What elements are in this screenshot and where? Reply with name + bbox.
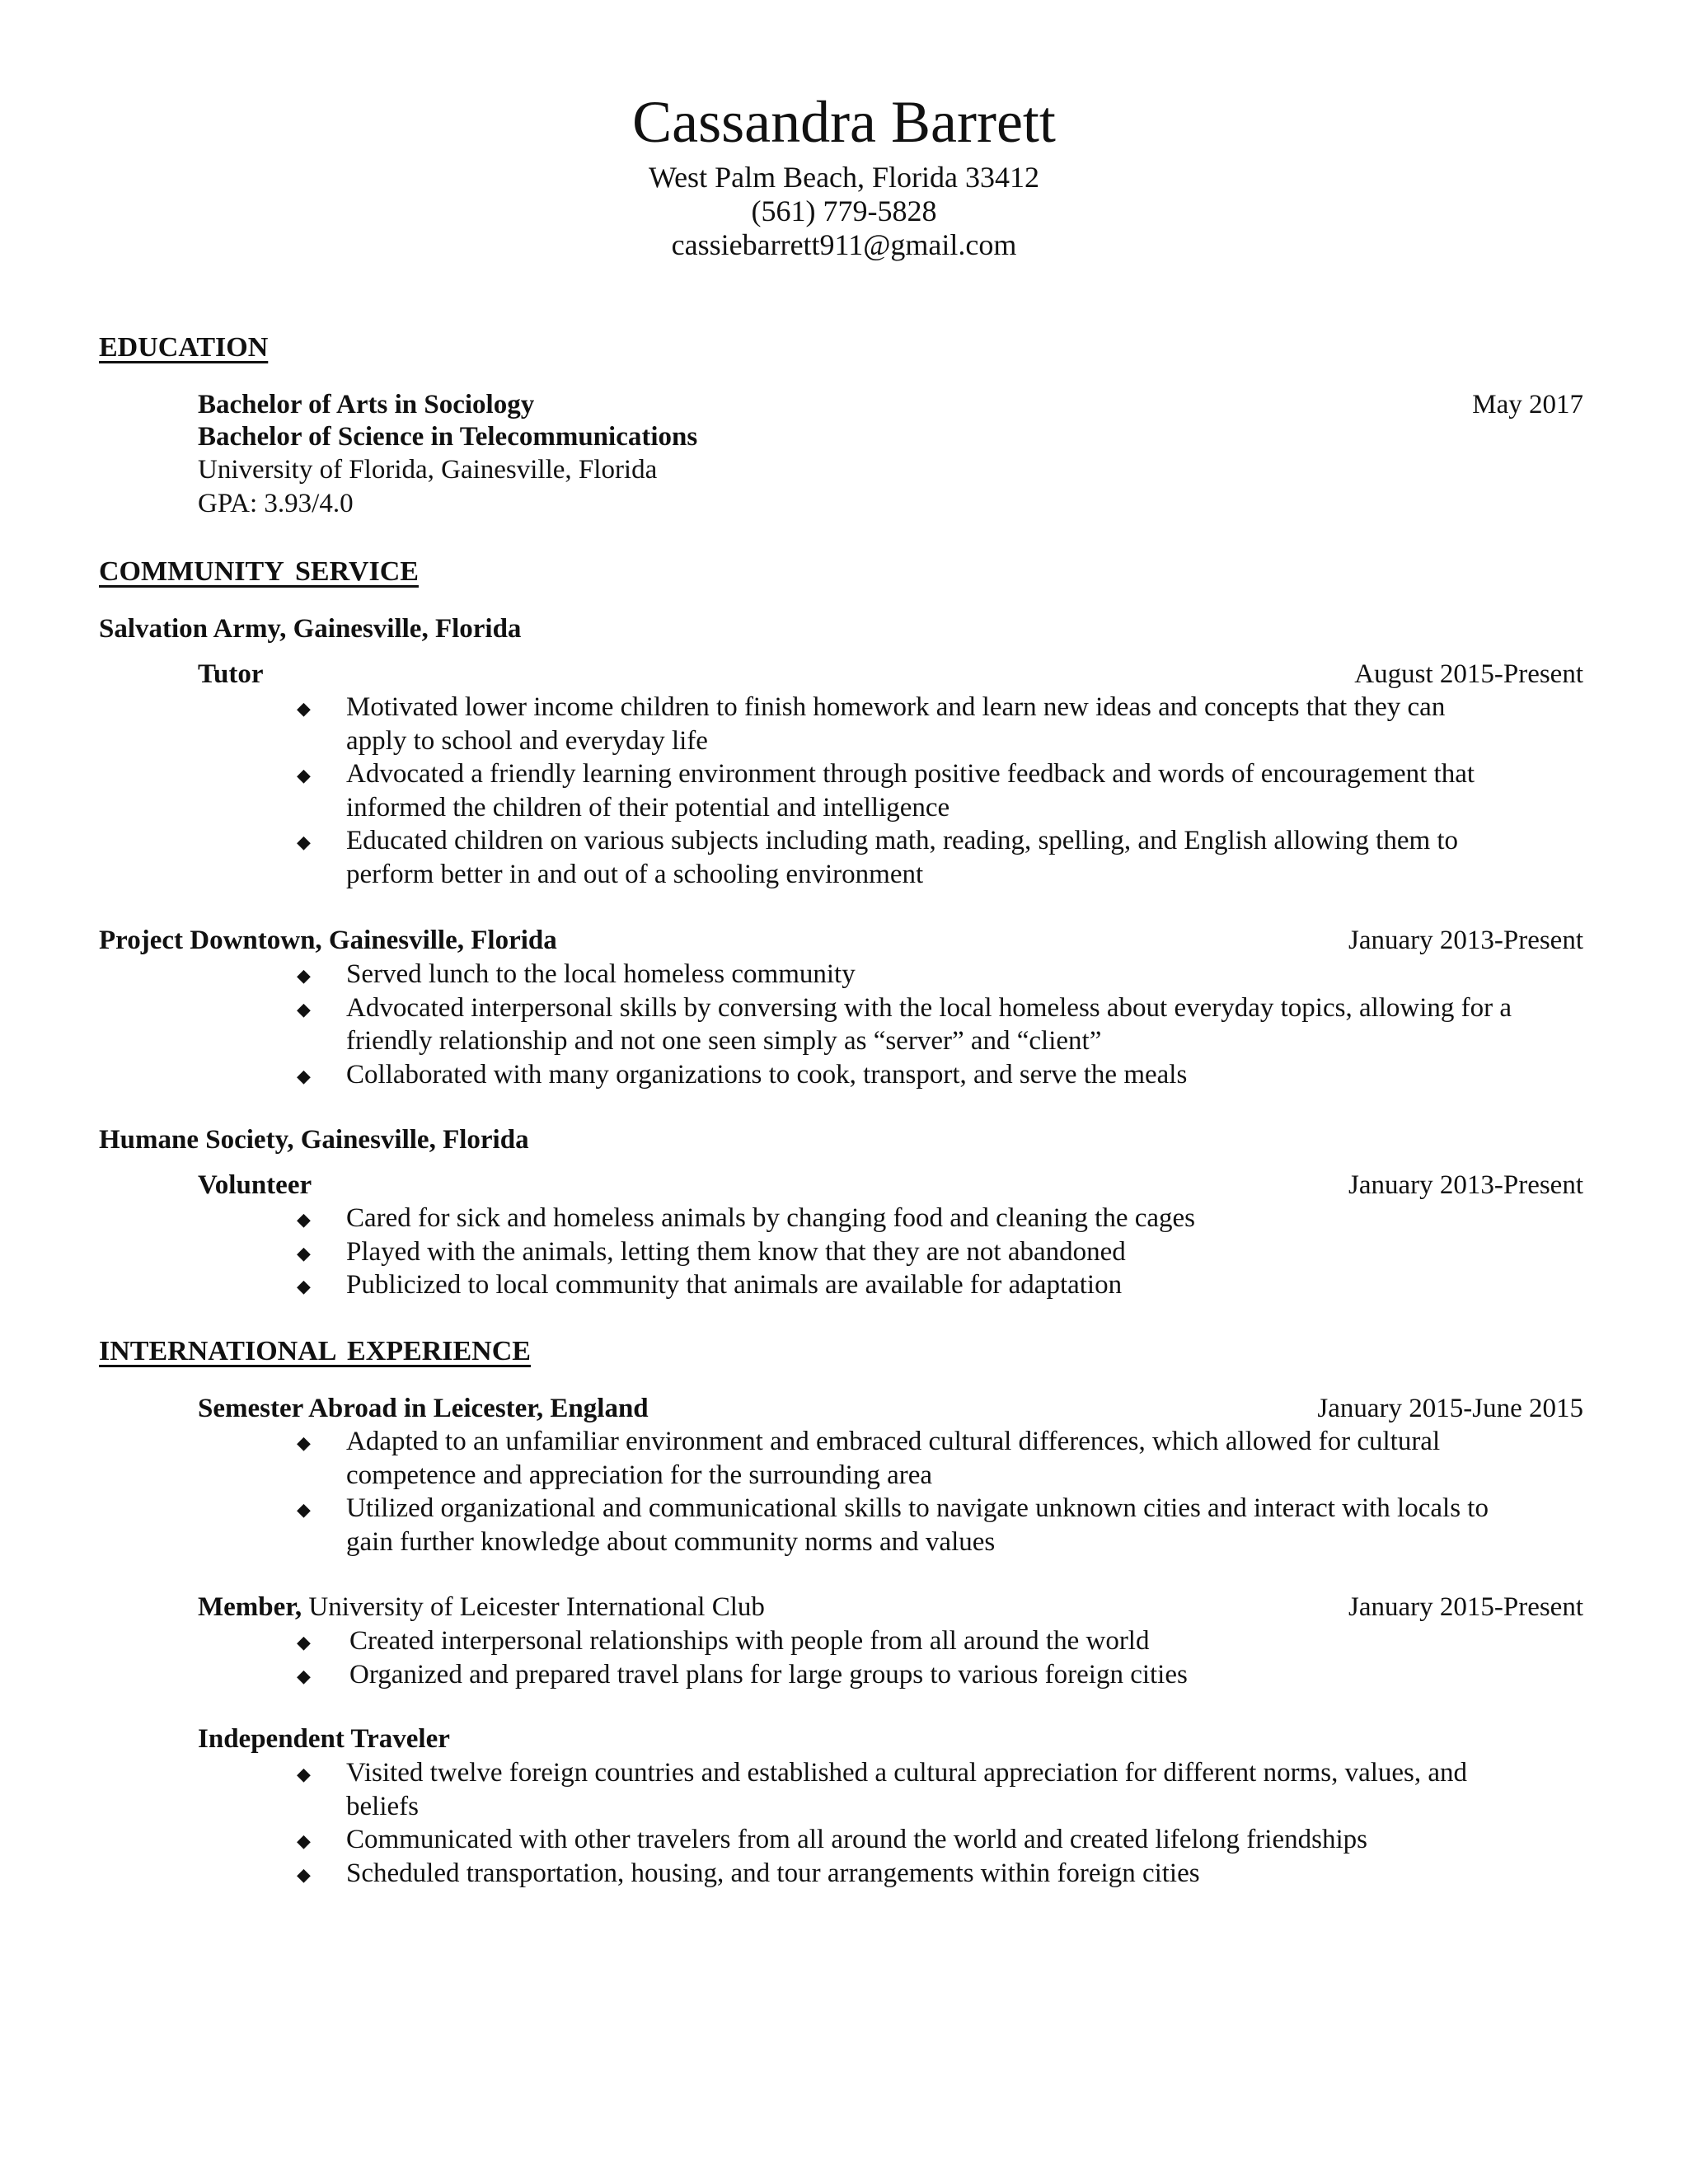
school-name: University of Florida, Gainesville, Florida xyxy=(198,455,658,485)
degree-telecommunications: Bachelor of Science in Telecommunications xyxy=(198,422,698,452)
bullet-icon: ◆ xyxy=(297,1276,311,1296)
bullet-icon: ◆ xyxy=(297,1863,311,1885)
member-org: University of Leicester International Club xyxy=(308,1592,765,1622)
bullet-icon: ◆ xyxy=(297,1432,311,1453)
bullet-text: Utilized organizational and communicational skills to navigate unknown cities and interact with locals to xyxy=(346,1493,1489,1523)
bullet-text: Communicated with other travelers from all around the world and created lifelong friendships xyxy=(346,1825,1367,1854)
bullet-text: friendly relationship and not one seen simply as “server” and “client” xyxy=(346,1026,1102,1056)
section-heading-education: EDUCATION xyxy=(99,332,269,363)
bullet-text: Collaborated with many organizations to cook, transport, and serve the meals xyxy=(346,1059,1188,1090)
org-project-downtown: Project Downtown, Gainesville, Florida xyxy=(99,926,557,955)
date-member: January 2015-Present xyxy=(1348,1592,1583,1622)
bullet-text: Created interpersonal relationships with people from all around the world xyxy=(349,1626,1150,1656)
section-heading-community-service: COMMUNITY SERVICE xyxy=(99,556,419,587)
bullet-text: Advocated a friendly learning environment through positive feedback and words of encouragement that xyxy=(346,759,1475,789)
role-tutor: Tutor xyxy=(198,659,264,689)
date-project-downtown: January 2013-Present xyxy=(1348,926,1583,955)
contact-phone: (561) 779-5828 xyxy=(751,194,937,227)
bullet-icon: ◆ xyxy=(297,1764,311,1784)
bullet-text: Advocated interpersonal skills by conversing with the local homeless about everyday topics, allowing for a xyxy=(346,992,1512,1023)
bullet-icon: ◆ xyxy=(297,832,311,852)
bullet-icon: ◆ xyxy=(297,1065,311,1086)
bullet-text: Educated children on various subjects including math, reading, spelling, and English allowing them to xyxy=(346,826,1459,855)
bullet-icon: ◆ xyxy=(297,1499,311,1520)
bullet-text: gain further knowledge about community norms and values xyxy=(346,1526,996,1557)
bullet-icon: ◆ xyxy=(297,998,311,1019)
bullet-icon: ◆ xyxy=(297,1665,311,1686)
contact-address: West Palm Beach, Florida 33412 xyxy=(648,161,1040,194)
bullet-text: competence and appreciation for the surrounding area xyxy=(346,1460,933,1490)
member-role: Member, xyxy=(198,1592,302,1622)
member-line xyxy=(198,1594,765,1621)
bullet-icon: ◆ xyxy=(297,965,311,986)
applicant-name: Cassandra Barrett xyxy=(632,89,1056,155)
education-date: May 2017 xyxy=(1472,390,1583,419)
section-heading-international-experience: INTERNATIONAL EXPERIENCE xyxy=(99,1336,531,1366)
bullet-text: informed the children of their potential and intelligence xyxy=(346,792,950,823)
gpa: GPA: 3.93/4.0 xyxy=(198,489,354,518)
bullet-text: perform better in and out of a schooling environment xyxy=(346,859,924,889)
org-humane-society: Humane Society, Gainesville, Florida xyxy=(99,1125,529,1155)
bullet-text: Organized and prepared travel plans for large groups to various foreign cities xyxy=(349,1659,1188,1690)
bullet-text: Visited twelve foreign countries and established a cultural appreciation for different norms, values, and xyxy=(346,1758,1468,1788)
bullet-text: Publicized to local community that animals are available for adaptation xyxy=(346,1270,1123,1300)
bullet-icon: ◆ xyxy=(297,698,311,719)
bullet-icon: ◆ xyxy=(297,765,311,785)
bullet-icon: ◆ xyxy=(297,1830,311,1851)
role-volunteer: Volunteer xyxy=(198,1170,312,1200)
bullet-text: Scheduled transportation, housing, and tour arrangements within foreign cities xyxy=(346,1858,1200,1888)
title-independent-traveler: Independent Traveler xyxy=(198,1724,450,1754)
bullet-text: Adapted to an unfamiliar environment and embraced cultural differences, which allowed for cultural xyxy=(346,1427,1441,1456)
bullet-text: apply to school and everyday life xyxy=(346,725,708,756)
title-semester-abroad: Semester Abroad in Leicester, England xyxy=(198,1394,649,1423)
date-semester-abroad: January 2015-June 2015 xyxy=(1317,1394,1583,1423)
bullet-text: Motivated lower income children to finish homework and learn new ideas and concepts that they can xyxy=(346,692,1446,722)
degree-sociology: Bachelor of Arts in Sociology xyxy=(198,390,535,419)
date-salvation-army: August 2015-Present xyxy=(1354,659,1583,689)
bullet-text: Played with the animals, letting them know that they are not abandoned xyxy=(346,1236,1126,1267)
bullet-text: Served lunch to the local homeless community xyxy=(346,959,856,989)
date-humane-society: January 2013-Present xyxy=(1348,1170,1583,1200)
bullet-text: Cared for sick and homeless animals by changing food and cleaning the cages xyxy=(346,1203,1196,1233)
org-salvation-army: Salvation Army, Gainesville, Florida xyxy=(99,614,522,644)
bullet-icon: ◆ xyxy=(297,1242,311,1263)
bullet-icon: ◆ xyxy=(297,1632,311,1652)
bullet-text: beliefs xyxy=(346,1791,419,1821)
contact-email: cassiebarrett911@gmail.com xyxy=(671,228,1017,261)
bullet-icon: ◆ xyxy=(297,1209,311,1230)
